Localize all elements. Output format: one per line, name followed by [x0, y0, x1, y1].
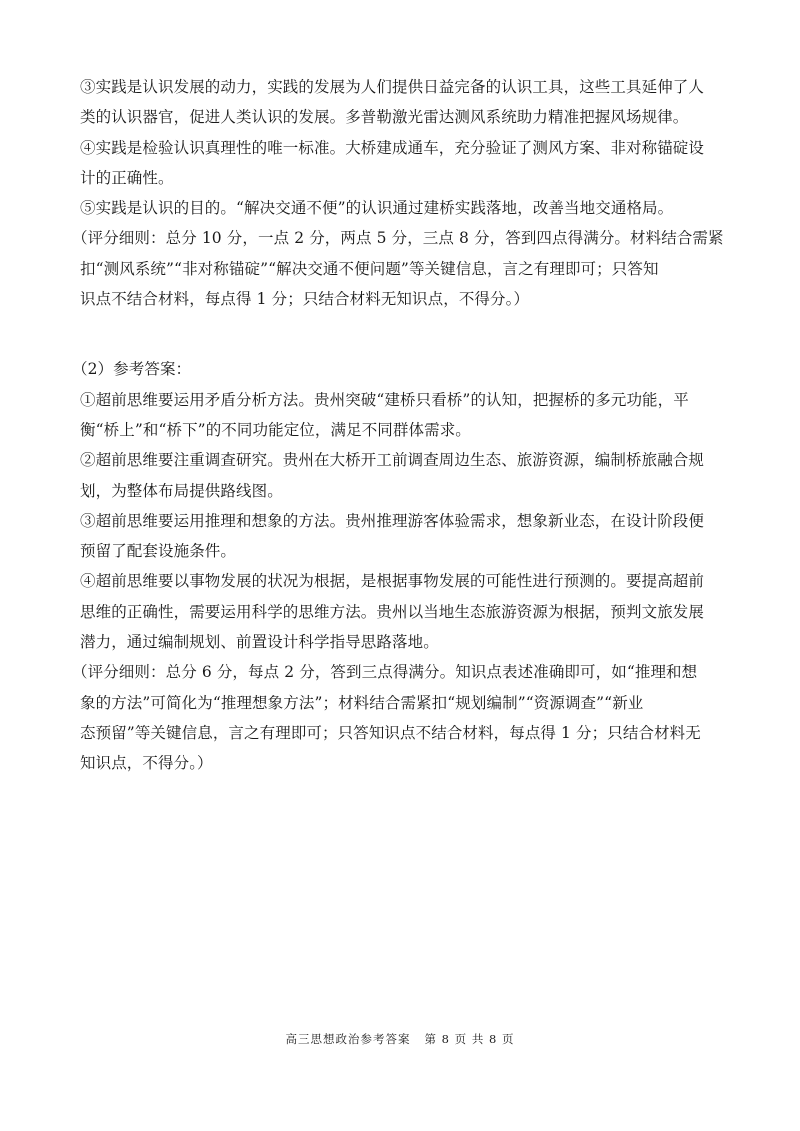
answer2-point-2-line-1: ②超前思维要注重调查研究。贵州在大桥开工前调查周边生态、旅游资源，编制桥旅融合规: [80, 451, 705, 470]
answer2-point-2-line-2: 划，为整体布局提供路线图。: [80, 481, 283, 500]
part2-section: [72, 354, 720, 778]
footer-page-number: 第 8 页 共 8 页: [424, 1032, 515, 1046]
answer-point-4-line-2: 计的正确性。: [80, 168, 174, 187]
scoring-note-2-line-3: 态预留”等关键信息，言之有理即可；只答知识点不结合材料，每点得 1 分；只结合材料无: [80, 723, 701, 742]
scoring-note-1-line-2: 扣“测风系统”“非对称锚碇”“解决交通不便问题”等关键信息，言之有理即可；只答知: [80, 259, 659, 278]
answer-point-5-line-1: ⑤实践是认识的目的。“解决交通不便”的认识通过建桥实践落地，改善当地交通格局。: [80, 199, 674, 218]
scoring-note-2-line-1: （评分细则：总分 6 分，每点 2 分，答到三点得满分。知识点表述准确即可，如“推理和想: [72, 663, 698, 682]
answer-page: [72, 72, 724, 779]
answer-point-3-line-2: 类的认识器官，促进人类认识的发展。多普勒激光雷达测风系统助力精准把握风场规律。: [80, 108, 689, 127]
part2-heading: （2）参考答案：: [72, 360, 192, 379]
scoring-note-2-line-2: 象的方法”可简化为“推理想象方法”；材料结合需紧扣“规划编制”“资源调查”“新业: [80, 693, 644, 712]
section-gap: [80, 314, 720, 354]
answer2-point-1-line-1: ①超前思维要运用矛盾分析方法。贵州突破“建桥只看桥”的认知，把握桥的多元功能，平: [80, 390, 689, 409]
scoring-note-1-line-1: （评分细则：总分 10 分，一点 2 分，两点 5 分，三点 8 分，答到四点得满分。材料结合需紧: [72, 229, 724, 248]
answer-point-3-line-1: ③实践是认识发展的动力，实践的发展为人们提供日益完备的认识工具，这些工具延伸了人: [80, 78, 705, 96]
answer2-point-4-line-1: ④超前思维要以事物发展的状况为根据，是根据事物发展的可能性进行预测的。要提高超前: [80, 572, 705, 591]
answer2-point-4-line-2: 思维的正确性，需要运用科学的思维方法。贵州以当地生态旅游资源为根据，预判文旅发展: [80, 602, 705, 621]
answer2-point-4-line-3: 潜力，通过编制规划、前置设计科学指导思路落地。: [80, 633, 439, 652]
answer-point-4-line-1: ④实践是检验认识真理性的唯一标准。大桥建成通车，充分验证了测风方案、非对称锚碇设: [80, 138, 705, 157]
part1-section: [72, 72, 724, 314]
scoring-note-1-line-3: 识点不结合材料，每点得 1 分；只结合材料无知识点，不得分。）: [80, 290, 530, 309]
answer2-point-3-line-2: 预留了配套设施条件。: [80, 542, 237, 561]
page-footer: [0, 1031, 800, 1047]
footer-doc-title: 高三思想政治参考答案: [285, 1032, 411, 1046]
scoring-note-2-line-4: 知识点，不得分。）: [80, 754, 213, 773]
answer2-point-3-line-1: ③超前思维要运用推理和想象的方法。贵州推理游客体验需求，想象新业态，在设计阶段便: [80, 511, 705, 530]
answer2-point-1-line-2: 衡“桥上”和“桥下”的不同功能定位，满足不同群体需求。: [80, 420, 471, 439]
